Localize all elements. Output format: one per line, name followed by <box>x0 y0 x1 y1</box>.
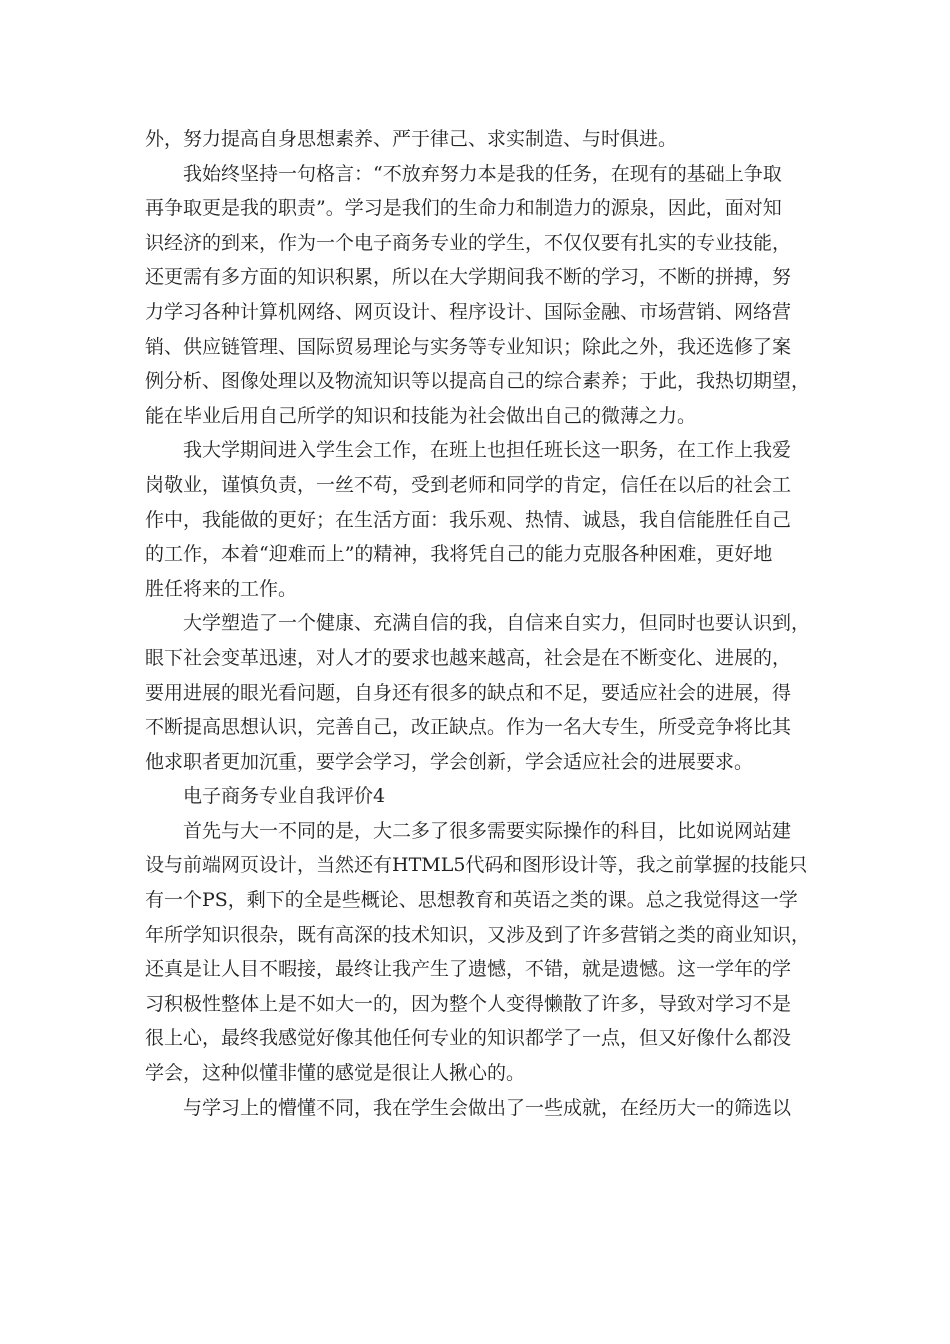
text-line: 大学塑造了一个健康、充满自信的我，自信来自实力，但同时也要认识到， <box>183 612 811 635</box>
text-line: 有一个PS，剩下的全是些概论、思想教育和英语之类的课。总之我觉得这一学 <box>145 889 798 912</box>
text-line: 胜任将来的工作。 <box>145 577 298 600</box>
text-line: 销、供应链管理、国际贸易理论与实务等专业知识；除此之外，我还选修了案 <box>145 335 792 358</box>
text-line: 眼下社会变革迅速，对人才的要求也越来越高，社会是在不断变化、进展的， <box>145 646 792 669</box>
text-line: 还更需有多方面的知识积累，所以在大学期间我不断的学习，不断的拼搏，努 <box>145 266 792 289</box>
text-line: 力学习各种计算机网络、网页设计、程序设计、国际金融、市场营销、网络营 <box>145 300 792 323</box>
text-line: 学会，这种似懂非懂的感觉是很让人揪心的。 <box>145 1062 526 1085</box>
text-line: 能在毕业后用自己所学的知识和技能为社会做出自己的微薄之力。 <box>145 404 697 427</box>
text-line: 作中，我能做的更好；在生活方面：我乐观、热情、诚恳，我自信能胜任自己 <box>145 508 792 531</box>
text-line: 很上心，最终我感觉好像其他任何专业的知识都学了一点，但又好像什么都没 <box>145 1027 792 1050</box>
text-line: 不断提高思想认识，完善自己，改正缺点。作为一名大专生，所受竞争将比其 <box>145 716 792 739</box>
section-heading: 电子商务专业自我评价4 <box>183 785 386 808</box>
text-line: 岗敬业，谨慎负责，一丝不苟，受到老师和同学的肯定，信任在以后的社会工 <box>145 473 792 496</box>
text-line: 我大学期间进入学生会工作，在班上也担任班长这一职务，在工作上我爱 <box>183 439 792 462</box>
text-line: 识经济的到来，作为一个电子商务专业的学生，不仅仅要有扎实的专业技能， <box>145 231 792 254</box>
text-line: 设与前端网页设计，当然还有HTML5代码和图形设计等，我之前掌握的技能只 <box>145 854 808 877</box>
text-line: 例分析、图像处理以及物流知识等以提高自己的综合素养；于此，我热切期望， <box>145 370 811 393</box>
text-line: 要用进展的眼光看问题，自身还有很多的缺点和不足，要适应社会的进展，得 <box>145 681 792 704</box>
text-line: 年所学知识很杂，既有高深的技术知识，又涉及到了许多营销之类的商业知识， <box>145 923 811 946</box>
document-body <box>145 122 810 1125</box>
text-line: 与学习上的懵懂不同，我在学生会做出了一些成就，在经历大一的筛选以 <box>183 1096 792 1119</box>
text-line: 再争取更是我的职责”。学习是我们的生命力和制造力的源泉，因此，面对知 <box>145 197 782 220</box>
text-line: 外，努力提高自身思想素养、严于律己、求实制造、与时俱进。 <box>145 128 678 150</box>
text-line: 习积极性整体上是不如大一的，因为整个人变得懒散了许多，导致对学习不是 <box>145 992 792 1015</box>
text-line: 还真是让人目不暇接，最终让我产生了遗憾，不错，就是遗憾。这一学年的学 <box>145 958 792 981</box>
text-line: 他求职者更加沉重，要学会学习，学会创新，学会适应社会的进展要求。 <box>145 750 754 773</box>
text-line: 首先与大一不同的是，大二多了很多需要实际操作的科目，比如说网站建 <box>183 819 792 842</box>
text-line: 的工作，本着“迎难而上”的精神，我将凭自己的能力克服各种困难，更好地 <box>145 543 773 566</box>
text-line: 我始终坚持一句格言：“不放弃努力本是我的任务，在现有的基础上争取 <box>183 162 782 185</box>
